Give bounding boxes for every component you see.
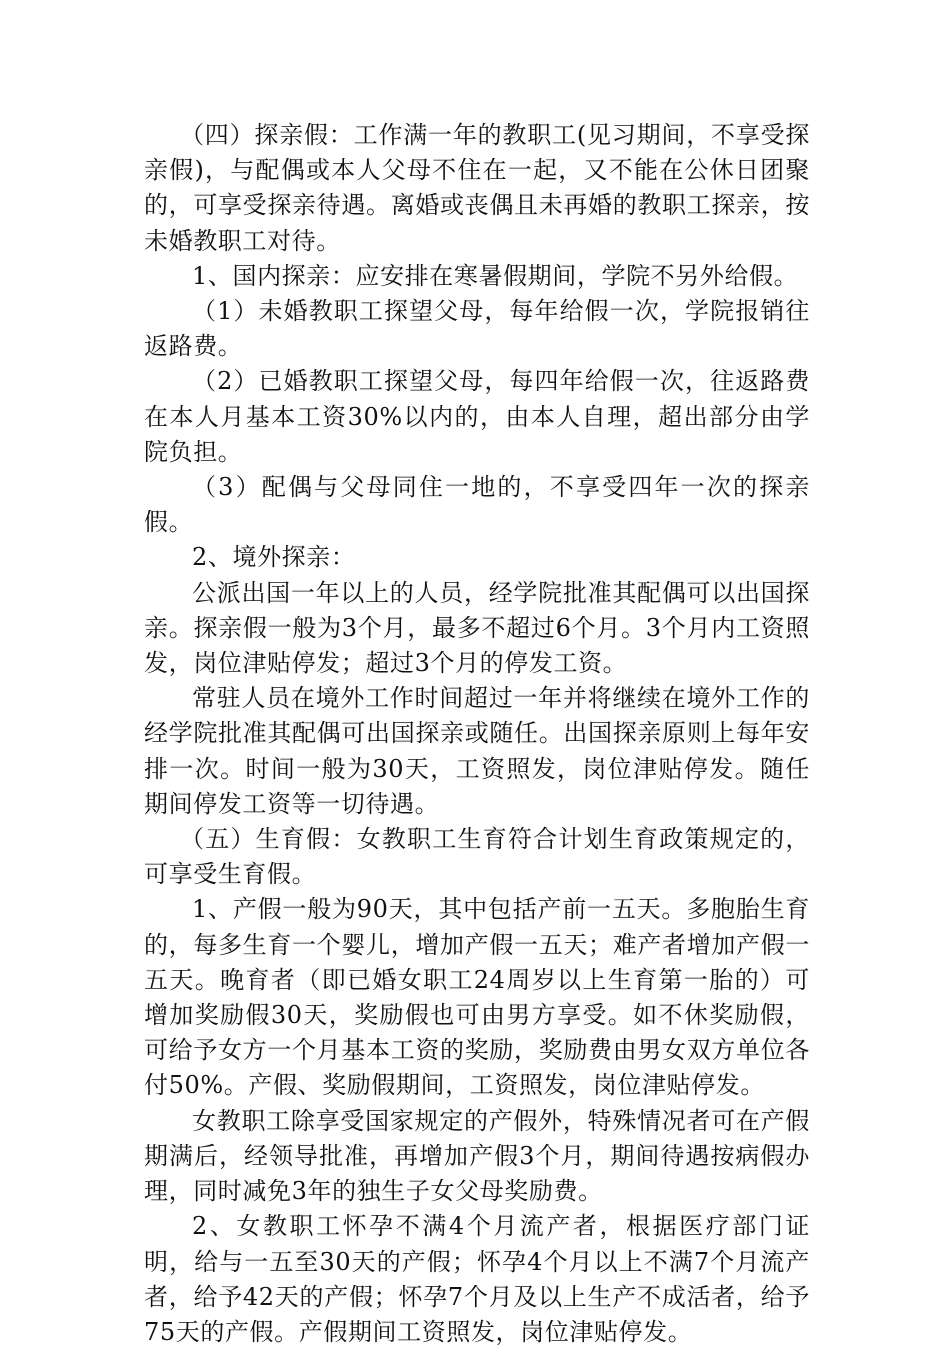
paragraph-maternity-duration: 1、产假一般为90天，其中包括产前一五天。多胞胎生育的，每多生育一个婴儿，增加产假一五天；难产者增加产假一五天。晚育者（即已婚女职工24周岁以上生育第一胎的）可增加奖励假30天，奖励假也可由男方享受。如不休奖励假，可给予女方一个月基本工资的奖励，奖励费由男女双方单位各付50%。产假、奖励假期间，工资照发，岗位津贴停发。 bbox=[144, 895, 810, 1100]
paragraph-domestic-visit: 1、国内探亲：应安排在寒暑假期间，学院不另外给假。 bbox=[192, 261, 799, 290]
paragraph-overseas-visit-heading: 2、境外探亲： bbox=[192, 543, 356, 572]
paragraph-maternity-leave: （五）生育假：女教职工生育符合计划生育政策规定的，可享受生育假。 bbox=[144, 825, 810, 889]
paragraph-home-leave: （四）探亲假：工作满一年的教职工(见习期间，不享受探亲假)，与配偶或本人父母不住在一起，又不能在公休日团聚的，可享受探亲待遇。离婚或丧偶且未再婚的教职工探亲，按未婚教职工对待。 bbox=[144, 121, 810, 255]
paragraph-married-visit: （2）已婚教职工探望父母，每四年给假一次，往返路费在本人月基本工资30%以内的，由本人自理，超出部分由学院负担。 bbox=[144, 367, 810, 466]
document-body bbox=[144, 118, 810, 1350]
paragraph-unmarried-visit: （1）未婚教职工探望父母，每年给假一次，学院报销往返路费。 bbox=[144, 297, 810, 361]
paragraph-spouse-same-place: （3）配偶与父母同住一地的，不享受四年一次的探亲假。 bbox=[144, 473, 810, 537]
paragraph-overseas-dispatch: 公派出国一年以上的人员，经学院批准其配偶可以出国探亲。探亲假一般为3个月，最多不超过6个月。3个月内工资照发，岗位津贴停发；超过3个月的停发工资。 bbox=[144, 578, 810, 678]
paragraph-maternity-extension: 女教职工除享受国家规定的产假外，特殊情况者可在产假期满后，经领导批准，再增加产假3个月，期间待遇按病假办理，同时减免3年的独生子女父母奖励费。 bbox=[144, 1106, 810, 1206]
paragraph-miscarriage-leave: 2、女教职工怀孕不满4个月流产者，根据医疗部门证明，给与一五至30天的产假；怀孕4个月以上不满7个月流产者，给予42天的产假；怀孕7个月及以上生产不成活者，给予75天的产假。产假期间工资照发，岗位津贴停发。 bbox=[144, 1212, 810, 1346]
paragraph-resident-staff: 常驻人员在境外工作时间超过一年并将继续在境外工作的经学院批准其配偶可出国探亲或随任。出国探亲原则上每年安排一次。时间一般为30天，工资照发，岗位津贴停发。随任期间停发工资等一切待遇。 bbox=[144, 684, 810, 818]
